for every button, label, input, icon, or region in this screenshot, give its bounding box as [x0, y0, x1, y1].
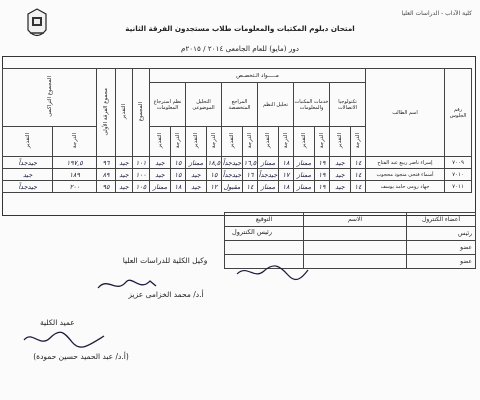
exam-title: امتحان دبلوم المكتبات والمعلومات طلاب مستجدون الفرقة الثانية — [125, 24, 355, 33]
ctrl-member-name — [304, 227, 407, 241]
table-cell: جيد — [116, 169, 133, 181]
ctrl-name-header: الاسم — [304, 213, 407, 227]
table-cell: جيد — [150, 157, 171, 169]
table-cell: جيدجداً — [222, 158, 242, 167]
sub-score-header: الدرجة — [355, 132, 361, 149]
table-cell: ١٤ — [351, 169, 366, 181]
subjects-header: مـــــواد الـتخصـص — [150, 69, 366, 83]
ctrl-members-header: أعضاء الكنترول — [407, 213, 476, 227]
sub-score-header: الدرجة — [211, 132, 217, 149]
table-cell: ١٦,٥ — [243, 158, 257, 167]
table-row — [3, 169, 472, 181]
subject-4-header: المراجع المتخصصة — [222, 83, 258, 127]
table-cell: ٧٠٠٩ — [445, 157, 472, 169]
table-cell: ١٩ — [315, 157, 330, 169]
dean-title: عميد الكلية — [40, 318, 75, 327]
subject-1-header: تكنولوجيا الاتصالات — [330, 83, 366, 127]
cum-grade-header: التقدير — [24, 132, 31, 149]
control-chief-label: رئيس الكنترول — [232, 228, 273, 236]
table-cell: ١٥ — [207, 169, 222, 181]
cum-score-header: الدرجة — [71, 132, 78, 149]
table-cell: جيد — [330, 169, 351, 181]
col-seat-header: رقم الجلوس — [445, 69, 472, 157]
col-year-total-header: مجموع الفرقة الأولى — [103, 87, 109, 136]
table-cell: إسراء ناصر ربيع عبد الفتاح — [366, 157, 445, 169]
table-cell: ممتاز — [258, 157, 279, 169]
table-cell: ممتاز — [294, 181, 315, 193]
dean-name: (أ.د/ عبد الحميد حسين حمودة) — [33, 352, 129, 361]
ctrl-role: رئيس — [407, 227, 476, 241]
table-cell: جيدجداً — [3, 157, 53, 169]
subject-3-header: تحليل النظم — [258, 83, 294, 127]
table-cell: ١٦ — [243, 169, 258, 181]
table-cell: جيد — [150, 169, 171, 181]
table-cell: ١٨ — [279, 157, 294, 169]
table-cell: ١٤ — [351, 181, 366, 193]
vice-dean-title: وكيل الكلية للدراسات العليا — [122, 256, 208, 265]
table-cell: ٧٠١١ — [445, 181, 472, 193]
sub-score-header: الدرجة — [319, 132, 325, 149]
sub-score-header: الدرجة — [247, 132, 253, 149]
table-cell: ٩٦ — [97, 157, 116, 169]
table-cell: ٩٥ — [97, 181, 116, 193]
table-cell: ٢٠٠ — [53, 181, 97, 193]
table-cell: ١٩٧,٥ — [53, 157, 97, 169]
table-cell: ممتاز — [294, 169, 315, 181]
ctrl-role: عضو — [407, 241, 476, 255]
table-cell: أسماء فتحى منجود محجوب — [366, 169, 445, 181]
table-cell: ممتاز — [294, 157, 315, 169]
table-cell: جيدجداً — [258, 170, 278, 179]
sub-grade-header: التقدير — [265, 132, 271, 149]
table-cell: ١٩ — [315, 169, 330, 181]
col-grade-header: التقدير — [121, 103, 127, 120]
table-cell: ١٢ — [207, 181, 222, 193]
ctrl-member-name — [304, 255, 407, 269]
sub-score-header: الدرجة — [175, 132, 181, 149]
ctrl-signature-header: التوقيع — [225, 213, 304, 227]
ctrl-signature — [225, 241, 304, 255]
table-cell: ٨٩ — [97, 169, 116, 181]
table-cell: جيد — [186, 181, 207, 193]
sub-grade-header: التقدير — [193, 132, 199, 149]
table-cell: ١٠٥ — [133, 181, 150, 193]
sub-grade-header: التقدير — [301, 132, 307, 149]
table-cell: ١٥ — [171, 157, 186, 169]
results-table — [2, 68, 472, 193]
table-cell: ١٠٠ — [133, 169, 150, 181]
sub-score-header: الدرجة — [283, 132, 289, 149]
control-committee-table — [224, 212, 476, 269]
subject-5-header: التحليل الموضوعى — [186, 83, 222, 127]
table-cell: ممتاز — [186, 157, 207, 169]
table-cell: جيد — [330, 181, 351, 193]
table-cell: جيد — [186, 169, 207, 181]
table-cell: ١٨ — [279, 181, 294, 193]
col-name-header: اسم الطالب — [366, 69, 445, 157]
sub-grade-header: التقدير — [157, 132, 163, 149]
table-cell: جيدجداً — [222, 170, 242, 179]
table-cell: ممتاز — [150, 181, 171, 193]
exam-session: دور (مايو) للعام الجامعى ٢٠١٤ / ٢٠١٥م — [180, 44, 299, 53]
table-cell: ١٨,٥ — [207, 158, 221, 167]
table-cell: جيد — [116, 157, 133, 169]
table-cell: جهاد رومى حامد يوسف — [366, 181, 445, 193]
ctrl-role: عضو — [407, 255, 476, 269]
table-cell: جيد — [330, 157, 351, 169]
table-cell: ١٩ — [315, 181, 330, 193]
table-cell: ١٥ — [171, 169, 186, 181]
table-cell: جيدجداً — [3, 181, 53, 193]
table-cell: ١٨ — [171, 181, 186, 193]
table-cell: ١٤ — [243, 181, 258, 193]
vice-dean-name: أ.د/ محمد الخزامى عزيز — [128, 290, 204, 299]
table-cell: ١٠١ — [133, 157, 150, 169]
table-cell: ١٤ — [351, 157, 366, 169]
sub-grade-header: التقدير — [229, 132, 235, 149]
table-cell: مقبول — [222, 181, 243, 193]
ctrl-member-name — [304, 241, 407, 255]
table-cell: ١٨٩ — [53, 169, 97, 181]
table-cell: ممتاز — [258, 181, 279, 193]
institution-label: كلية الآداب - الدراسات العليا — [401, 10, 472, 17]
table-cell: ٧٠١٠ — [445, 169, 472, 181]
sub-grade-header: التقدير — [337, 132, 343, 149]
table-cell: جيد — [3, 169, 53, 181]
table-row — [3, 181, 472, 193]
table-row — [3, 157, 472, 169]
col-cum-total-header: المجموع التراكمى — [46, 76, 53, 117]
table-cell: ١٧ — [279, 169, 294, 181]
subject-2-header: خدمات المكتبات والمعلومات — [294, 83, 330, 127]
col-total-header: المجموع — [138, 101, 144, 122]
dean-signature — [20, 326, 110, 352]
subject-6-header: نظم استرجاع المعلومات — [150, 83, 186, 127]
control-chief-signature — [232, 262, 312, 284]
table-cell: جيد — [116, 181, 133, 193]
